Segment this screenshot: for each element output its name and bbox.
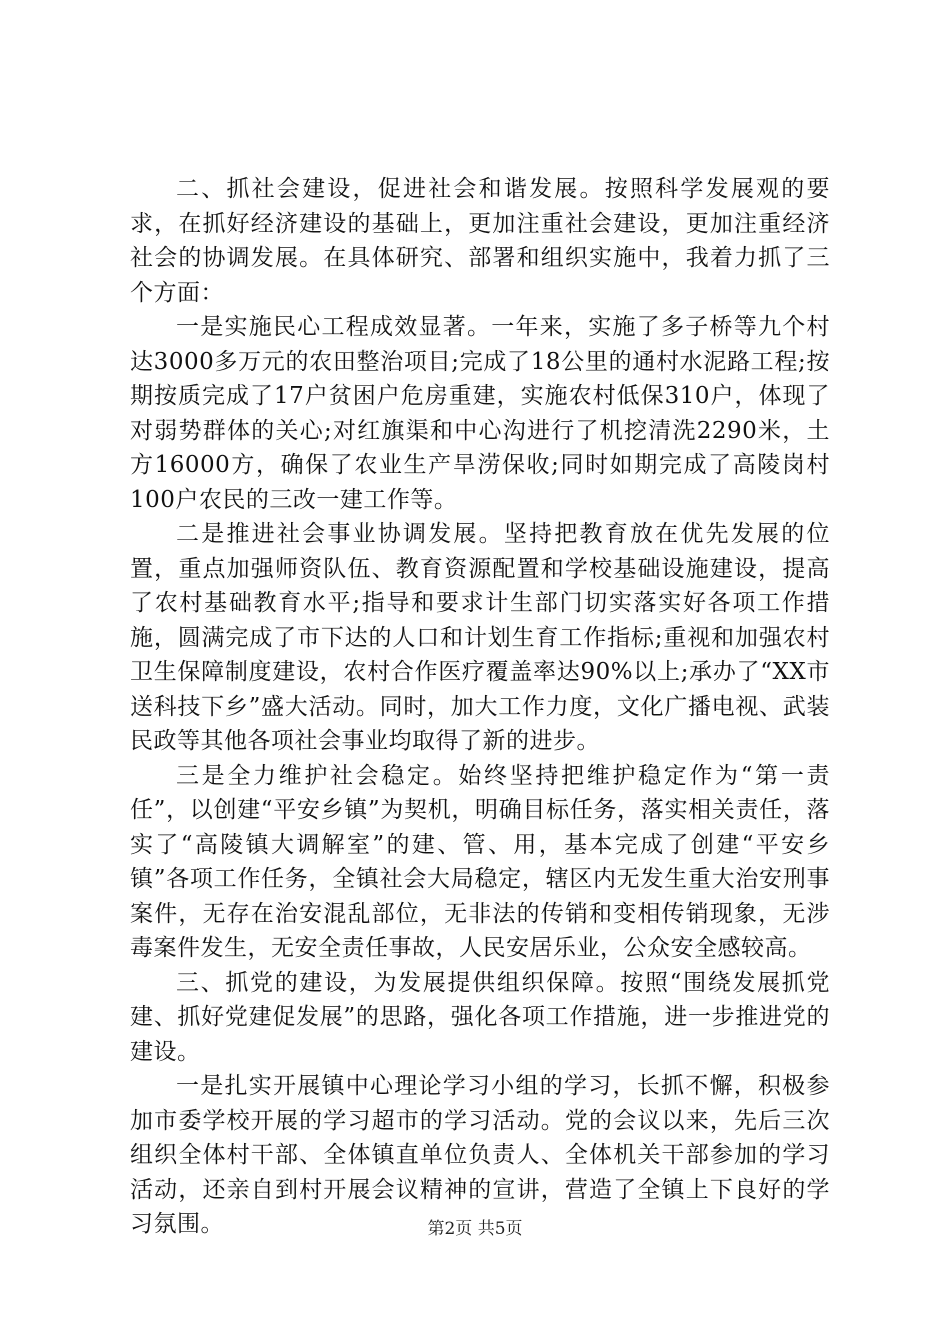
page-number-footer: 第2页 共5页: [427, 1219, 523, 1239]
paragraph-social-undertakings: 二是推进社会事业协调发展。坚持把教育放在优先发展的位置，重点加强师资队伍、教育资源配置和学校基础设施建设，提高了农村基础教育水平;指导和要求计生部门切实落实好各项工作措施，圆满完成了市下达的人口和计划生育工作指标;重视和加强农村卫生保障制度建设，农村合作医疗覆盖率达90%以上;承办了“XX市送科技下乡”盛大活动。同时，加大工作力度，文化广播电视、武装民政等其他各项社会事业均取得了新的进步。: [130, 521, 830, 754]
paragraph-social-stability: 三是全力维护社会稳定。始终坚持把维护稳定作为“第一责任”，以创建“平安乡镇”为契机，明确目标任务，落实相关责任，落实了“高陵镇大调解室”的建、管、用，基本完成了创建“平安乡镇”各项工作任务，全镇社会大局稳定，辖区内无发生重大治安刑事案件，无存在治安混乱部位，无非法的传销和变相传销现象，无涉毒案件发生，无安全责任事故，人民安居乐业，公众安全感较高。: [130, 762, 830, 961]
paragraph-theory-study: 一是扎实开展镇中心理论学习小组的学习，长抓不懈，积极参加市委学校开展的学习超市的学习活动。党的会议以来，先后三次组织全体村干部、全体镇直单位负责人、全体机关干部参加的学习活动，还亲自到村开展会议精神的宣讲，营造了全镇上下良好的学习氛围。: [130, 1073, 830, 1237]
paragraph-party-building: 三、抓党的建设，为发展提供组织保障。按照“围绕发展抓党建、抓好党建促发展”的思路，强化各项工作措施，进一步推进党的建设。: [130, 969, 830, 1065]
paragraph-livelihood-projects: 一是实施民心工程成效显著。一年来，实施了多子桥等九个村达3000多万元的农田整治项目;完成了18公里的通村水泥路工程;按期按质完成了17户贫困户危房重建，实施农村低保310户，体现了对弱势群体的关心;对红旗渠和中心沟进行了机挖清洗2290米，土方16000方，确保了农业生产旱涝保收;同时如期完成了高陵岗村100户农民的三改一建工作等。: [130, 314, 830, 513]
paragraph-social-construction: 二、抓社会建设，促进社会和谐发展。按照科学发展观的要求，在抓好经济建设的基础上，更加注重社会建设，更加注重经济社会的协调发展。在具体研究、部署和组织实施中，我着力抓了三个方面：: [130, 176, 830, 306]
document-body: [130, 172, 830, 1242]
